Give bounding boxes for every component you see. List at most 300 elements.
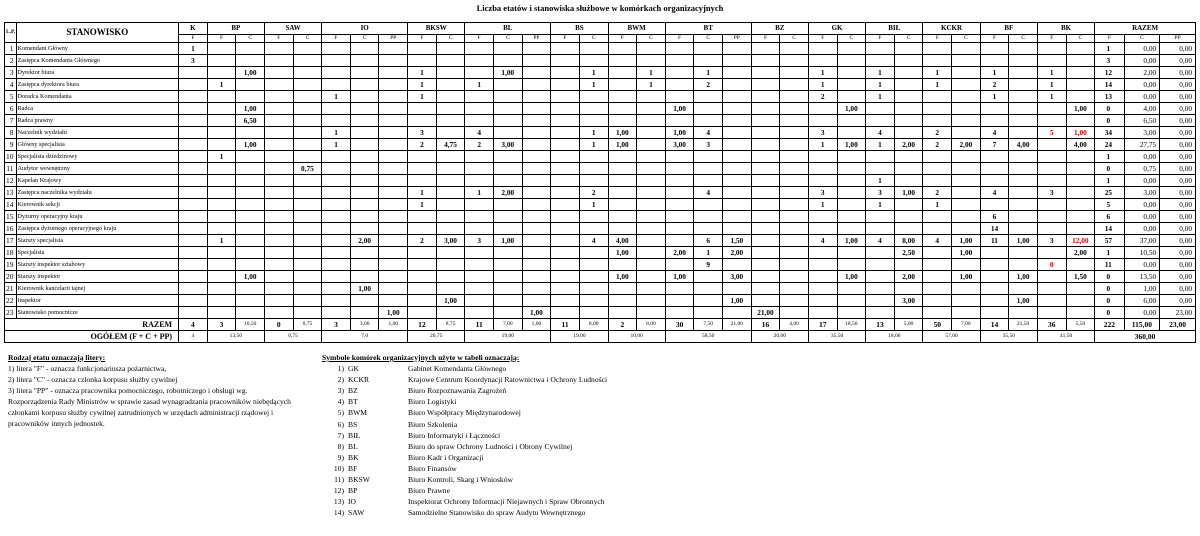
header-group-bk: BK xyxy=(1037,23,1094,35)
cell xyxy=(837,127,866,139)
position-name: Specjalista xyxy=(16,247,179,259)
cell xyxy=(608,259,637,271)
grand-total-cell: 7,0 xyxy=(322,331,408,343)
cell xyxy=(808,115,837,127)
symbol-number: 10) xyxy=(333,463,344,473)
razem-cell: 2,00 xyxy=(1124,67,1160,79)
cell xyxy=(350,211,379,223)
table-row xyxy=(5,271,1196,283)
grand-total-cell: 20,75 xyxy=(408,331,465,343)
cell: 7 xyxy=(980,139,1009,151)
header-sub-c: C xyxy=(579,35,608,43)
position-name: Komendant Główny xyxy=(16,43,179,55)
cell xyxy=(494,91,523,103)
cell xyxy=(723,259,752,271)
cell xyxy=(665,223,694,235)
cell xyxy=(837,247,866,259)
cell xyxy=(1066,91,1095,103)
total-cell: 21,00 xyxy=(723,319,752,331)
row-number: 21 xyxy=(5,283,17,295)
cell xyxy=(694,43,723,55)
cell xyxy=(837,259,866,271)
cell xyxy=(923,283,952,295)
cell xyxy=(179,271,208,283)
cell xyxy=(379,115,408,127)
razem-cell: 0 xyxy=(1095,271,1124,283)
cell xyxy=(579,283,608,295)
cell: 1,00 xyxy=(665,271,694,283)
cell xyxy=(665,259,694,271)
cell: 1 xyxy=(866,91,895,103)
cell xyxy=(264,115,293,127)
cell xyxy=(236,307,265,319)
row-number: 9 xyxy=(5,139,17,151)
cell xyxy=(751,91,780,103)
cell xyxy=(293,187,322,199)
table-row xyxy=(5,211,1196,223)
cell xyxy=(551,151,580,163)
total-cell: 16 xyxy=(751,319,780,331)
cell: 3 xyxy=(694,139,723,151)
cell: 1,00 xyxy=(608,271,637,283)
cell xyxy=(608,79,637,91)
cell xyxy=(207,43,236,55)
totals-row xyxy=(5,319,1196,331)
cell xyxy=(1009,211,1038,223)
cell: 3 xyxy=(465,235,494,247)
symbol-code: BK xyxy=(348,452,359,462)
cell xyxy=(665,235,694,247)
cell xyxy=(837,211,866,223)
cell xyxy=(179,151,208,163)
cell xyxy=(551,139,580,151)
cell xyxy=(179,127,208,139)
cell xyxy=(264,43,293,55)
cell xyxy=(665,211,694,223)
cell: 1,00 xyxy=(894,187,923,199)
cell: 21,00 xyxy=(751,307,780,319)
cell xyxy=(894,151,923,163)
cell xyxy=(264,199,293,211)
cell xyxy=(923,211,952,223)
header-sub-c: C xyxy=(236,35,265,43)
cell xyxy=(952,283,981,295)
cell xyxy=(322,43,351,55)
table-row xyxy=(5,295,1196,307)
razem-cell: 37,00 xyxy=(1124,235,1160,247)
cell: 1 xyxy=(579,199,608,211)
symbol-item xyxy=(322,419,742,430)
cell: 1 xyxy=(866,67,895,79)
cell xyxy=(608,67,637,79)
cell xyxy=(665,115,694,127)
header-sub-pp: PP xyxy=(1160,35,1196,43)
cell xyxy=(322,271,351,283)
cell xyxy=(1009,247,1038,259)
cell: 1 xyxy=(579,79,608,91)
cell: 1 xyxy=(579,127,608,139)
cell xyxy=(866,103,895,115)
cell xyxy=(751,55,780,67)
cell xyxy=(207,283,236,295)
cell xyxy=(522,67,551,79)
cell: 1,00 xyxy=(350,283,379,295)
cell xyxy=(1009,55,1038,67)
razem-cell: 0,00 xyxy=(1160,295,1196,307)
cell xyxy=(179,187,208,199)
cell xyxy=(322,223,351,235)
cell xyxy=(608,103,637,115)
total-cell: 36 xyxy=(1037,319,1066,331)
cell xyxy=(465,67,494,79)
total-cell: 30 xyxy=(665,319,694,331)
cell xyxy=(522,199,551,211)
header-sub-f: F xyxy=(322,35,351,43)
cell xyxy=(808,223,837,235)
cell xyxy=(694,211,723,223)
cell xyxy=(980,103,1009,115)
legend-unit-symbols-title: Symbole komórek organizacyjnych użyte w tabeli oznaczają: xyxy=(322,353,520,362)
cell xyxy=(980,283,1009,295)
cell xyxy=(723,187,752,199)
position-name: Radca xyxy=(16,103,179,115)
cell xyxy=(1037,115,1066,127)
cell xyxy=(1009,91,1038,103)
cell xyxy=(436,43,465,55)
cell: 3,00 xyxy=(436,235,465,247)
razem-cell: 1 xyxy=(1095,43,1124,55)
header-sub-c: C xyxy=(350,35,379,43)
position-name: Kierownik kancelarii tajnej xyxy=(16,283,179,295)
cell: 8,00 xyxy=(894,235,923,247)
cell: 4,75 xyxy=(436,139,465,151)
cell xyxy=(293,55,322,67)
cell: 1 xyxy=(322,91,351,103)
symbol-name: Biuro Rozpoznawania Zagrożeń xyxy=(408,386,507,396)
cell xyxy=(179,235,208,247)
cell xyxy=(751,115,780,127)
cell xyxy=(780,223,809,235)
razem-cell: 0,00 xyxy=(1160,103,1196,115)
total-cell: 18,50 xyxy=(837,319,866,331)
cell xyxy=(723,43,752,55)
header-sub-c: C xyxy=(1124,35,1160,43)
cell xyxy=(608,199,637,211)
cell xyxy=(293,139,322,151)
cell xyxy=(980,271,1009,283)
cell xyxy=(723,139,752,151)
cell xyxy=(236,55,265,67)
cell: 1 xyxy=(408,79,437,91)
cell xyxy=(579,151,608,163)
cell: 1,00 xyxy=(236,67,265,79)
total-cell: 7,00 xyxy=(952,319,981,331)
cell: 1 xyxy=(322,127,351,139)
cell xyxy=(522,259,551,271)
table-row xyxy=(5,55,1196,67)
cell xyxy=(436,271,465,283)
cell xyxy=(322,175,351,187)
cell: 4 xyxy=(694,127,723,139)
symbol-number: 11) xyxy=(334,475,344,485)
razem-cell: 5 xyxy=(1095,199,1124,211)
cell: 2,00 xyxy=(952,139,981,151)
cell xyxy=(465,163,494,175)
cell xyxy=(551,163,580,175)
grand-total-cell: 20,00 xyxy=(751,331,808,343)
cell xyxy=(1037,103,1066,115)
cell xyxy=(723,163,752,175)
table-row xyxy=(5,187,1196,199)
cell xyxy=(694,91,723,103)
cell xyxy=(1037,151,1066,163)
cell xyxy=(723,307,752,319)
cell xyxy=(808,283,837,295)
cell xyxy=(408,43,437,55)
table-row xyxy=(5,79,1196,91)
cell: 1 xyxy=(866,175,895,187)
cell xyxy=(551,91,580,103)
row-number: 23 xyxy=(5,307,17,319)
header-sub-f: F xyxy=(408,35,437,43)
cell xyxy=(236,211,265,223)
cell xyxy=(207,103,236,115)
razem-cell: 3 xyxy=(1095,55,1124,67)
cell xyxy=(808,151,837,163)
cell xyxy=(350,139,379,151)
cell xyxy=(1037,211,1066,223)
razem-cell: 57 xyxy=(1095,235,1124,247)
cell xyxy=(751,163,780,175)
cell xyxy=(436,283,465,295)
cell xyxy=(522,115,551,127)
cell xyxy=(751,211,780,223)
cell xyxy=(894,259,923,271)
cell xyxy=(522,295,551,307)
razem-cell: 27,75 xyxy=(1124,139,1160,151)
cell xyxy=(236,199,265,211)
cell xyxy=(179,163,208,175)
header-group-bl: BL xyxy=(465,23,551,35)
cell xyxy=(179,115,208,127)
cell xyxy=(264,67,293,79)
razem-cell: 1 xyxy=(1095,175,1124,187)
cell xyxy=(264,211,293,223)
cell xyxy=(551,271,580,283)
header-group-io: IO xyxy=(322,23,408,35)
razem-cell: 0 xyxy=(1095,103,1124,115)
cell xyxy=(1066,163,1095,175)
cell xyxy=(608,187,637,199)
cell xyxy=(837,283,866,295)
razem-cell: 0,00 xyxy=(1160,55,1196,67)
cell xyxy=(637,115,666,127)
cell xyxy=(236,223,265,235)
cell xyxy=(207,307,236,319)
cell xyxy=(866,163,895,175)
header-group-kckr: KCKR xyxy=(923,23,980,35)
cell xyxy=(379,163,408,175)
legend-line: 3) litera "PP" - oznacza pracownika pomocniczego, robotniczego i obsługi wg. xyxy=(8,386,248,395)
cell xyxy=(494,115,523,127)
cell xyxy=(207,295,236,307)
cell xyxy=(694,151,723,163)
table-row xyxy=(5,139,1196,151)
cell: 2,00 xyxy=(723,247,752,259)
total-cell: 115,00 xyxy=(1124,319,1160,331)
total-cell: 0,75 xyxy=(293,319,322,331)
symbol-item xyxy=(322,507,742,518)
cell xyxy=(236,175,265,187)
total-cell: 14 xyxy=(980,319,1009,331)
header-sub-c: C xyxy=(436,35,465,43)
symbol-item xyxy=(322,441,742,452)
razem-cell: 0,00 xyxy=(1160,139,1196,151)
row-number: 13 xyxy=(5,187,17,199)
cell: 1,00 xyxy=(952,271,981,283)
cell xyxy=(637,127,666,139)
cell xyxy=(293,283,322,295)
cell xyxy=(694,307,723,319)
symbol-code: BF xyxy=(348,463,358,473)
header-sub-c: C xyxy=(837,35,866,43)
cell xyxy=(808,103,837,115)
symbol-number: 6) xyxy=(337,419,344,429)
cell xyxy=(1066,151,1095,163)
cell: 1 xyxy=(980,91,1009,103)
cell xyxy=(322,247,351,259)
razem-cell: 0,00 xyxy=(1124,79,1160,91)
cell xyxy=(207,223,236,235)
cell xyxy=(665,67,694,79)
table-row xyxy=(5,247,1196,259)
cell xyxy=(379,175,408,187)
symbol-number: 5) xyxy=(337,408,344,418)
cell xyxy=(780,187,809,199)
cell xyxy=(923,55,952,67)
position-name: Główny specjalista xyxy=(16,139,179,151)
razem-cell: 0,00 xyxy=(1124,151,1160,163)
cell xyxy=(379,271,408,283)
cell xyxy=(694,295,723,307)
cell xyxy=(1066,67,1095,79)
cell xyxy=(179,103,208,115)
cell: 1,00 xyxy=(1066,103,1095,115)
cell xyxy=(264,187,293,199)
cell xyxy=(1009,199,1038,211)
cell: 3,00 xyxy=(665,139,694,151)
cell xyxy=(694,271,723,283)
razem-cell: 34 xyxy=(1095,127,1124,139)
cell: 1,00 xyxy=(665,103,694,115)
cell xyxy=(322,67,351,79)
position-name: Zastępca dyrektora biura xyxy=(16,79,179,91)
row-number: 10 xyxy=(5,151,17,163)
cell xyxy=(837,175,866,187)
cell xyxy=(551,187,580,199)
cell xyxy=(751,151,780,163)
total-cell: 1,00 xyxy=(379,319,408,331)
cell xyxy=(293,211,322,223)
cell: 1,50 xyxy=(1066,271,1095,283)
table-row xyxy=(5,307,1196,319)
position-name: Kierownik sekcji xyxy=(16,199,179,211)
cell: 0 xyxy=(1037,259,1066,271)
cell: 2 xyxy=(408,139,437,151)
razem-cell: 0,00 xyxy=(1124,211,1160,223)
header-sub-f: F xyxy=(179,35,208,43)
cell xyxy=(923,223,952,235)
cell xyxy=(207,247,236,259)
cell xyxy=(522,163,551,175)
grand-total-cell: 35,50 xyxy=(808,331,865,343)
cell: 1,00 xyxy=(494,67,523,79)
cell xyxy=(751,283,780,295)
header-group-k: K xyxy=(179,23,208,35)
cell xyxy=(408,103,437,115)
cell xyxy=(494,163,523,175)
cell: 1 xyxy=(866,139,895,151)
cell xyxy=(751,127,780,139)
cell xyxy=(408,163,437,175)
cell xyxy=(1009,223,1038,235)
header-group-bksw: BKSW xyxy=(408,23,465,35)
grand-total-cell: 41,50 xyxy=(1037,331,1094,343)
cell xyxy=(236,43,265,55)
cell xyxy=(780,259,809,271)
cell xyxy=(751,175,780,187)
cell xyxy=(179,67,208,79)
cell: 2 xyxy=(923,187,952,199)
cell: 2 xyxy=(923,139,952,151)
cell xyxy=(207,163,236,175)
cell: 1,00 xyxy=(608,127,637,139)
total-cell: 11 xyxy=(551,319,580,331)
total-cell: 4,00 xyxy=(780,319,809,331)
symbol-code: BZ xyxy=(348,386,358,396)
cell xyxy=(780,43,809,55)
position-name: Radca prawny xyxy=(16,115,179,127)
cell xyxy=(522,43,551,55)
razem-cell: 0,00 xyxy=(1160,199,1196,211)
cell xyxy=(1037,223,1066,235)
cell xyxy=(980,247,1009,259)
symbol-name: Biuro Prawne xyxy=(408,486,450,496)
cell: 1,00 xyxy=(723,295,752,307)
razem-cell: 0 xyxy=(1095,163,1124,175)
total-cell: 3 xyxy=(322,319,351,331)
symbol-number: 4) xyxy=(337,397,344,407)
cell xyxy=(923,271,952,283)
cell xyxy=(551,211,580,223)
cell: 1,00 xyxy=(837,235,866,247)
razem-cell: 0,00 xyxy=(1124,43,1160,55)
cell xyxy=(551,67,580,79)
cell xyxy=(808,211,837,223)
symbol-code: GK xyxy=(348,364,359,374)
header-group-bz: BZ xyxy=(751,23,808,35)
cell xyxy=(322,283,351,295)
cell xyxy=(322,235,351,247)
cell xyxy=(179,175,208,187)
total-cell: 21,50 xyxy=(1009,319,1038,331)
cell xyxy=(293,271,322,283)
cell xyxy=(665,175,694,187)
table-row xyxy=(5,151,1196,163)
cell xyxy=(494,103,523,115)
table-row xyxy=(5,103,1196,115)
cell xyxy=(866,307,895,319)
